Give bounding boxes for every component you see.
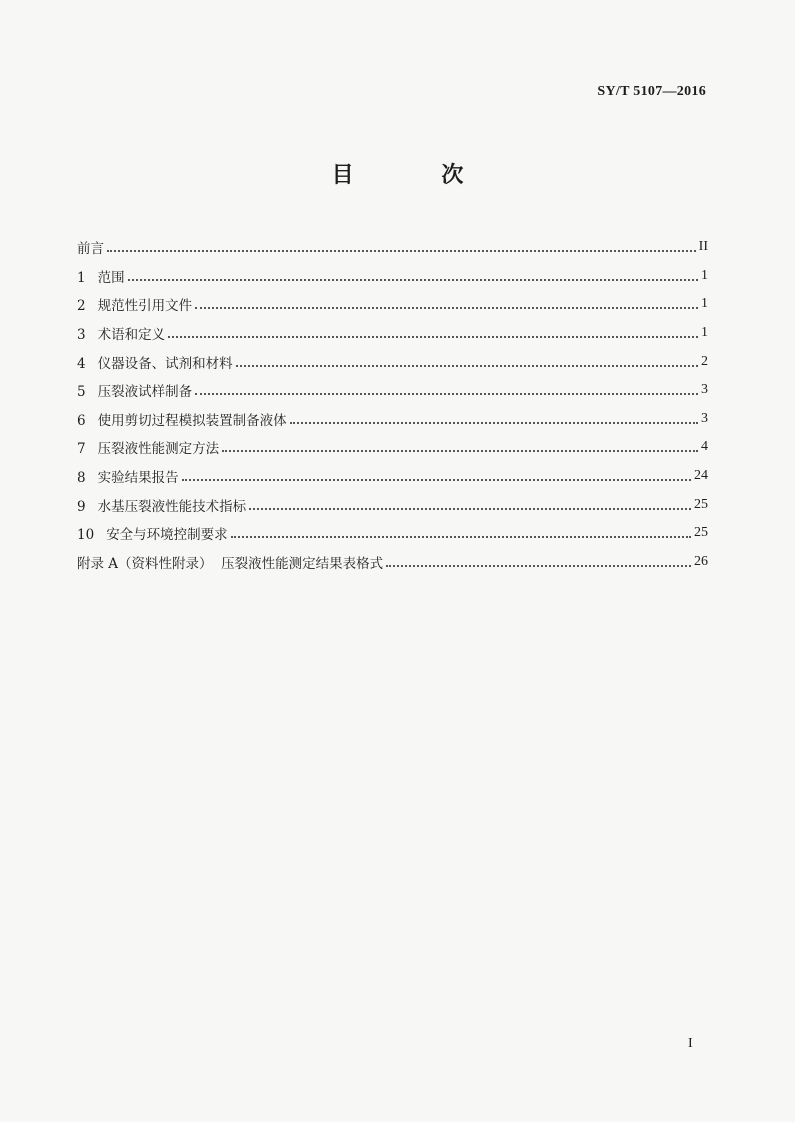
toc-entry-test-methods[interactable]	[77, 433, 708, 462]
toc-entry-number: 4	[77, 355, 86, 372]
toc-entry-safety-environment[interactable]	[77, 519, 708, 548]
toc-entry-label: 安全与环境控制要求	[106, 527, 228, 544]
leader-dots	[290, 422, 698, 424]
toc-entry-label: 水基压裂液性能技术指标	[97, 498, 247, 515]
toc-entry-normative-references[interactable]	[77, 290, 708, 319]
leader-dots	[195, 393, 698, 395]
toc-entry-sample-preparation[interactable]	[77, 376, 708, 405]
toc-entry-page: 2	[701, 353, 708, 369]
standard-code: SY/T 5107—2016	[597, 84, 706, 99]
leader-dots	[128, 279, 698, 281]
table-of-contents	[77, 233, 708, 576]
toc-entry-label: 术语和定义	[97, 327, 166, 344]
leader-dots	[222, 450, 698, 452]
toc-entry-label: 实验结果报告	[97, 470, 179, 487]
toc-entry-page: 26	[694, 553, 708, 569]
toc-entry-terms-definitions[interactable]	[77, 319, 708, 348]
toc-entry-page: 24	[694, 468, 708, 484]
toc-entry-shear-simulation[interactable]	[77, 405, 708, 434]
toc-entry-label: 附录 A（资料性附录） 压裂液性能测定结果表格式	[77, 555, 384, 572]
toc-entry-page: 25	[694, 525, 708, 541]
toc-entry-page: 3	[701, 382, 708, 398]
toc-entry-page: 4	[701, 439, 708, 455]
leader-dots	[236, 365, 698, 367]
leader-dots	[231, 536, 691, 538]
toc-entry-page: 1	[701, 296, 708, 312]
page-title: 目 次	[331, 163, 504, 188]
toc-entry-page: 1	[701, 325, 708, 341]
toc-entry-label: 仪器设备、试剂和材料	[97, 355, 233, 372]
leader-dots	[195, 307, 698, 309]
toc-entry-number: 3	[77, 327, 86, 344]
leader-dots	[182, 479, 691, 481]
leader-dots	[249, 508, 691, 510]
toc-entry-page: 3	[701, 410, 708, 426]
toc-entry-number: 6	[77, 412, 86, 429]
toc-entry-number: 5	[77, 384, 86, 401]
toc-entry-instruments[interactable]	[77, 347, 708, 376]
page-number: I	[688, 1036, 693, 1051]
toc-entry-number: 10	[77, 527, 95, 544]
toc-entry-results-report[interactable]	[77, 462, 708, 491]
toc-entry-label: 压裂液试样制备	[97, 384, 193, 401]
toc-entry-number: 1	[77, 269, 86, 286]
toc-entry-preface[interactable]	[77, 233, 708, 262]
toc-entry-page: II	[698, 239, 708, 255]
leader-dots	[168, 336, 698, 338]
toc-entry-label: 规范性引用文件	[97, 298, 193, 315]
toc-entry-technical-indicators[interactable]	[77, 490, 708, 519]
toc-entry-appendix-a[interactable]	[77, 548, 708, 577]
leader-dots	[107, 250, 696, 252]
toc-entry-number: 2	[77, 298, 86, 315]
leader-dots	[386, 565, 691, 567]
toc-entry-page: 1	[701, 267, 708, 283]
toc-entry-number: 7	[77, 441, 86, 458]
toc-entry-scope[interactable]	[77, 262, 708, 291]
toc-entry-number: 8	[77, 470, 86, 487]
toc-entry-label: 范围	[97, 269, 125, 286]
toc-entry-label: 使用剪切过程模拟装置制备液体	[97, 412, 287, 429]
toc-entry-label: 压裂液性能测定方法	[97, 441, 220, 458]
toc-entry-page: 25	[694, 496, 708, 512]
toc-entry-number: 9	[77, 498, 86, 515]
toc-entry-label: 前言	[77, 241, 104, 258]
